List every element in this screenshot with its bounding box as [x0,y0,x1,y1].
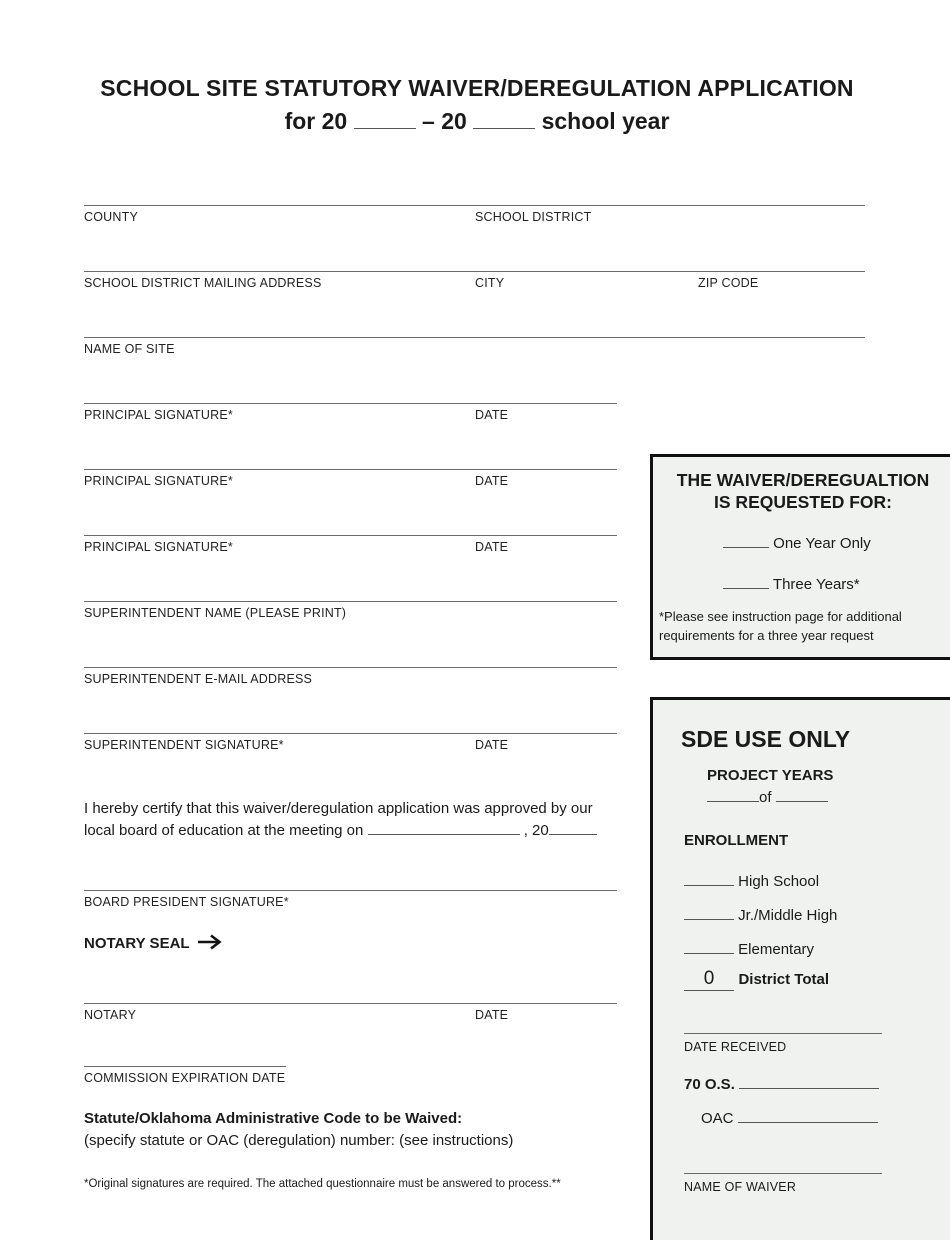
project-years-label: PROJECT YEARS [707,767,834,784]
os-row: 70 O.S. [684,1076,879,1094]
year-prefix: for 20 [284,108,348,134]
mailing-address-label: SCHOOL DISTRICT MAILING ADDRESS [84,276,322,290]
notary-seal-label: NOTARY SEAL [84,934,223,952]
middle-high-row: Jr./Middle High [684,907,837,924]
commission-expiration-line[interactable] [84,1066,286,1067]
project-years-field: of [707,789,828,806]
enrollment-label: ENROLLMENT [684,832,789,849]
meeting-year-input[interactable] [549,834,597,835]
year-dash: – 20 [422,108,467,134]
footnote: *Original signatures are required. The attached questionnaire must be answered to process.** [84,1178,561,1190]
notary-label: NOTARY [84,1008,137,1022]
superintendent-signature-line[interactable] [84,733,617,734]
site-name-label: NAME OF SITE [84,342,175,356]
board-president-signature-line[interactable] [84,890,617,891]
project-year-total-input[interactable] [776,801,828,802]
county-label: COUNTY [84,210,138,224]
superintendent-signature-label: SUPERINTENDENT SIGNATURE* [84,738,284,752]
project-year-current-input[interactable] [707,801,759,802]
form-title: SCHOOL SITE STATUTORY WAIVER/DEREGULATION APPLICATION [100,75,854,101]
meeting-date-input[interactable] [368,834,520,835]
end-year-input[interactable] [473,128,535,129]
date-received-label: DATE RECEIVED [684,1040,787,1054]
three-year-note: *Please see instruction page for additional requirements for a three year request [659,609,902,643]
year-suffix: school year [541,108,670,134]
date-label: DATE [475,738,509,752]
superintendent-email-label: SUPERINTENDENT E-MAIL ADDRESS [84,672,313,686]
school-year-line [0,108,950,135]
certification-line-2: local board of education at the meeting on , 20 [84,820,624,842]
high-school-input[interactable] [684,885,734,886]
name-of-waiver-label: NAME OF WAIVER [684,1180,797,1194]
zip-code-label: ZIP CODE [698,276,759,290]
principal-signature-line-3[interactable] [84,535,617,536]
notary-line[interactable] [84,1003,617,1004]
certification-line-1: I hereby certify that this waiver/deregulation application was approved by our [84,800,593,817]
principal-signature-label: PRINCIPAL SIGNATURE* [84,408,233,422]
commission-expiration-label: COMMISSION EXPIRATION DATE [84,1071,286,1085]
superintendent-name-line[interactable] [84,601,617,602]
date-label: DATE [475,1008,509,1022]
start-year-input[interactable] [354,128,416,129]
elementary-input[interactable] [684,953,734,954]
one-year-option[interactable]: One Year Only [723,535,871,552]
os-input[interactable] [739,1088,879,1089]
request-box-heading: THE WAIVER/DEREGUALTION IS REQUESTED FOR: [676,470,930,512]
statute-instructions: (specify statute or OAC (deregulation) number: (see instructions) [84,1132,514,1149]
board-president-signature-label: BOARD PRESIDENT SIGNATURE* [84,895,289,909]
three-years-option[interactable]: Three Years* [723,576,860,593]
principal-signature-line-1[interactable] [84,403,617,404]
elementary-row: Elementary [684,941,814,958]
statute-heading: Statute/Oklahoma Administrative Code to be Waived: [84,1110,463,1127]
principal-signature-line-2[interactable] [84,469,617,470]
school-district-label: SCHOOL DISTRICT [475,210,592,224]
district-total-row: 0 District Total [684,968,829,991]
district-total-value[interactable]: 0 [684,968,734,991]
superintendent-name-label: SUPERINTENDENT NAME (PLEASE PRINT) [84,606,347,620]
site-name-line[interactable] [84,337,865,338]
sde-heading: SDE USE ONLY [681,726,851,752]
principal-signature-label: PRINCIPAL SIGNATURE* [84,540,233,554]
arrow-right-icon [197,934,223,950]
one-year-checkbox-blank[interactable] [723,547,769,548]
date-received-line[interactable] [684,1033,882,1034]
waiver-request-box [650,454,950,660]
high-school-row: High School [684,873,819,890]
three-years-checkbox-blank[interactable] [723,588,769,589]
city-label: CITY [475,276,505,290]
middle-high-input[interactable] [684,919,734,920]
oac-input[interactable] [738,1122,878,1123]
date-label: DATE [475,408,509,422]
superintendent-email-line[interactable] [84,667,617,668]
principal-signature-label: PRINCIPAL SIGNATURE* [84,474,233,488]
waiver-name-line[interactable] [684,1173,882,1174]
date-label: DATE [475,474,509,488]
address-line[interactable] [84,271,865,272]
oac-row: OAC [701,1110,878,1127]
date-label: DATE [475,540,509,554]
certification-text [84,798,624,842]
county-district-line[interactable] [84,205,865,206]
sde-use-only-box [650,697,950,1240]
